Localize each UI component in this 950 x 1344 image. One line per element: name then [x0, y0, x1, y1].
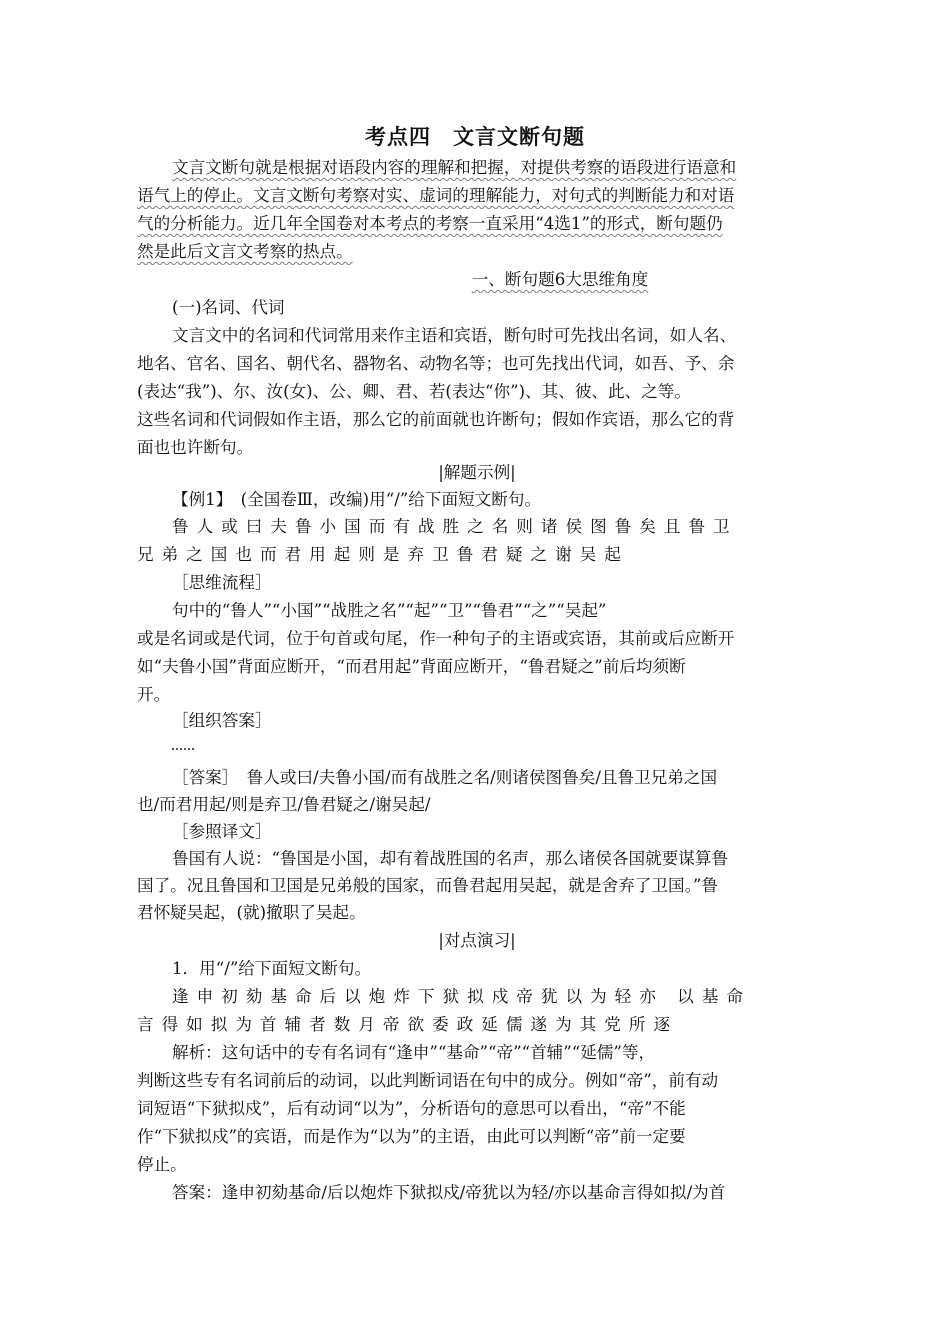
explain-line: 这些名词和代词假如作主语，那么它的前面就也许断句；假如作宾语，那么它的背 — [137, 410, 735, 429]
dotted-divider — [172, 744, 194, 750]
analysis-line: 作“下狱拟戍”的宾语，而是作为“以为”的主语，由此可以判断“帝”前一定要 — [137, 1127, 686, 1146]
practice-text-line: 言得如拟为首辅者数月帝欲委政延儒遂为其党所逐 — [137, 1015, 679, 1034]
thinking-line: 或是名词或是代词，位于句首或句尾，作一种句子的主语或宾语，其前或后应断开 — [137, 629, 735, 648]
answer-line: 也/而君用起/则是弃卫/鲁君疑之/谢吴起/ — [137, 795, 431, 814]
explain-line: (表达“我”)、尔、汝(女)、公、卿、君、若(表达“你”)、其、彼、此、之等。 — [137, 382, 691, 401]
example-prompt: 【例1】 (全国卷Ⅲ，改编)用“/”给下面短文断句。 — [172, 490, 542, 509]
analysis-line: 词短语“下狱拟戍”，后有动词“以为”，分析语句的意思可以看出，“帝”不能 — [137, 1099, 686, 1118]
example-banner: |解题示例| — [438, 463, 516, 482]
page-title: 考点四 文言文断句题 — [365, 125, 585, 149]
sub-heading: (一)名词、代词 — [172, 298, 285, 317]
intro-line: 气的分析能力。近几年全国卷对本考点的考察一直采用“4选1”的形式，断句题仍 — [137, 214, 723, 233]
example-text-line: 鲁人或曰夫鲁小国而有战胜之名则诸侯图鲁矣且鲁卫 — [172, 517, 738, 536]
translation-line: 国了。况且鲁国和卫国是兄弟般的国家，而鲁君起用吴起，就是舍弃了卫国。”鲁 — [137, 876, 718, 895]
thinking-line: 开。 — [137, 685, 171, 704]
intro-line: 文言文断句就是根据对语段内容的理解和把握，对提供考察的语段进行语意和 — [172, 158, 737, 177]
explain-line: 地名、官名、国名、朝代名、器物名、动物名等；也可先找出代词，如吾、予、余 — [137, 354, 735, 373]
answer-line: ［答案］ 鲁人或曰/夫鲁小国/而有战胜之名/则诸侯图鲁矣/且鲁卫兄弟之国 — [172, 768, 718, 787]
intro-line: 然是此后文言文考察的热点。 — [137, 242, 353, 261]
explain-line: 面也也许断句。 — [137, 438, 254, 457]
translation-line: 君怀疑吴起，(就)撤职了吴起。 — [137, 903, 366, 922]
analysis-line: 停止。 — [137, 1155, 187, 1174]
thinking-line: 如“夫鲁小国”背面应断开，“而君用起”背面应断开，“鲁君疑之”前后均须断 — [137, 657, 686, 676]
section-heading: 一、断句题6大思维角度 — [471, 270, 649, 289]
practice-prompt: 1．用“/”给下面短文断句。 — [172, 959, 372, 978]
example-text-line: 兄弟之国也而君用起则是弃卫鲁君疑之谢吴起 — [137, 545, 629, 564]
explain-line: 文言文中的名词和代词常用来作主语和宾语，断句时可先找出名词，如人名、 — [172, 326, 737, 345]
thinking-line: 句中的“鲁人”“小国”“战胜之名”“起”“卫”“鲁君”“之”“吴起” — [172, 601, 607, 620]
organize-label: ［组织答案］ — [172, 711, 272, 730]
translation-line: 鲁国有人说：“鲁国是小国，却有着战胜国的名声，那么诸侯各国就要谋算鲁 — [172, 849, 729, 868]
practice-answer: 答案：逢申初劾基命/后以炮炸下狱拟戍/帝犹以为轻/亦以基命言得如拟/为首 — [172, 1183, 726, 1202]
analysis-line: 解析：这句话中的专有名词有“逢申”“基命”“帝”“首辅”“延儒”等， — [172, 1043, 656, 1062]
thinking-label: ［思维流程］ — [172, 573, 272, 592]
intro-line: 语气上的停止。文言文断句考察对实、虚词的理解能力，对句式的判断能力和对语 — [137, 186, 735, 205]
translation-label: ［参照译文］ — [172, 822, 272, 841]
practice-text-line: 逢申初劾基命后以炮炸下狱拟戍帝犹以为轻亦 以基命 — [172, 987, 751, 1006]
practice-banner: |对点演习| — [438, 931, 516, 950]
analysis-line: 判断这些专有名词前后的动词，以此判断词语在句中的成分。例如“帝”，前有动 — [137, 1071, 719, 1090]
